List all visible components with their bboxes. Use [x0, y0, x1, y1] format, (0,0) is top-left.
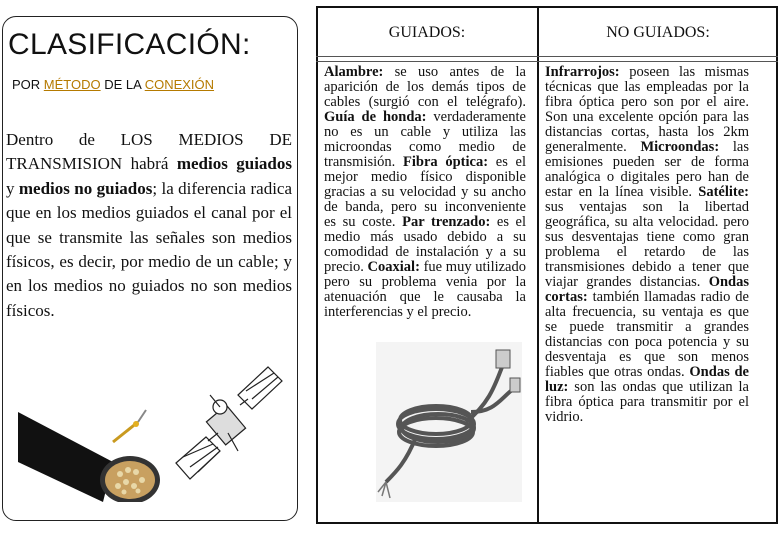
- intro-text-3: ; la diferencia radica que en los medios guiados el canal por el que se transmite las señales son medios físicos, es decir, por medio de un cable; y en los medios no guiados no son medios físicos.: [6, 178, 293, 320]
- unguided-item: Infrarrojos: poseen las mismas técnicas que las empleadas por la fibra óptica pero son por el aire. Son una excelente opción para las distancias cortas, hasta los 2km generalmente.: [545, 64, 749, 155]
- guided-item: Alambre: se uso antes de la aparición de los demás tipos de cables (surgió con el telégrafo).: [324, 65, 526, 110]
- satellite-image: [168, 355, 288, 485]
- header-guided: GUIADOS:: [388, 24, 466, 41]
- page-title: CLASIFICACIÓN:: [8, 28, 251, 61]
- guided-item: Guía de honda: verdaderamente no es un cable y utiliza las microondas como medio de transmisión.: [324, 109, 526, 170]
- metodo-link[interactable]: MÉTODO: [43, 77, 101, 92]
- guided-item: Par trenzado: es el medio más usado debido a su comodidad de instalación y a su precio.: [324, 214, 526, 275]
- intro-text-2: y: [6, 178, 19, 198]
- header-rule-2: [316, 61, 778, 62]
- intro-text-1: Dentro de LOS MEDIOS DE TRANSMISION habrá: [6, 130, 292, 174]
- guided-item: Coaxial: fue muy utilizado pero su problema venia por la atenuación que le causaba la interferencias y el precio.: [324, 259, 526, 320]
- intro-guided: medios guiados: [176, 154, 292, 174]
- unguided-item: Ondas cortas: también llamadas radio de alta frecuencia, su ventaja es que se puede transmitir a grandes distancias con poca potencia y su desventaja es que son menos fiables que otras ondas.: [545, 274, 750, 380]
- unguided-list: [545, 65, 749, 425]
- intro-unguided: medios no guiados: [18, 178, 153, 198]
- header-rule: [316, 56, 778, 57]
- subtitle-middle: DE LA: [100, 77, 145, 92]
- unguided-item: Microondas: las emisiones pueden ser de forma analógica o digitales pero han de estar en la línea visible.: [545, 139, 750, 200]
- unguided-item: Satélite: sus ventajas son la libertad geográfica, su alta velocidad. pero sus desventajas tiene como gran problema el retardo de las transmisiones debido a tener que viajar grandes distancias.: [545, 184, 750, 290]
- column-divider: [537, 6, 539, 524]
- fiber-cable-image: [18, 392, 168, 502]
- conexion-link[interactable]: CONEXIÓN: [144, 77, 215, 92]
- intro-paragraph: [6, 128, 292, 323]
- telephone-cord-image: [376, 342, 522, 502]
- subtitle: [12, 77, 214, 92]
- subtitle-prefix: POR: [12, 77, 44, 92]
- guided-item: Fibra óptica: es el mejor medio físico disponible gracias a su velocidad y su ancho de banda, pero su inconveniente es su coste.: [324, 154, 526, 230]
- header-unguided: NO GUIADOS:: [606, 24, 710, 41]
- unguided-item: Ondas de luz: son las ondas que utilizan la fibra óptica para transmitir por el vidrio.: [545, 364, 749, 425]
